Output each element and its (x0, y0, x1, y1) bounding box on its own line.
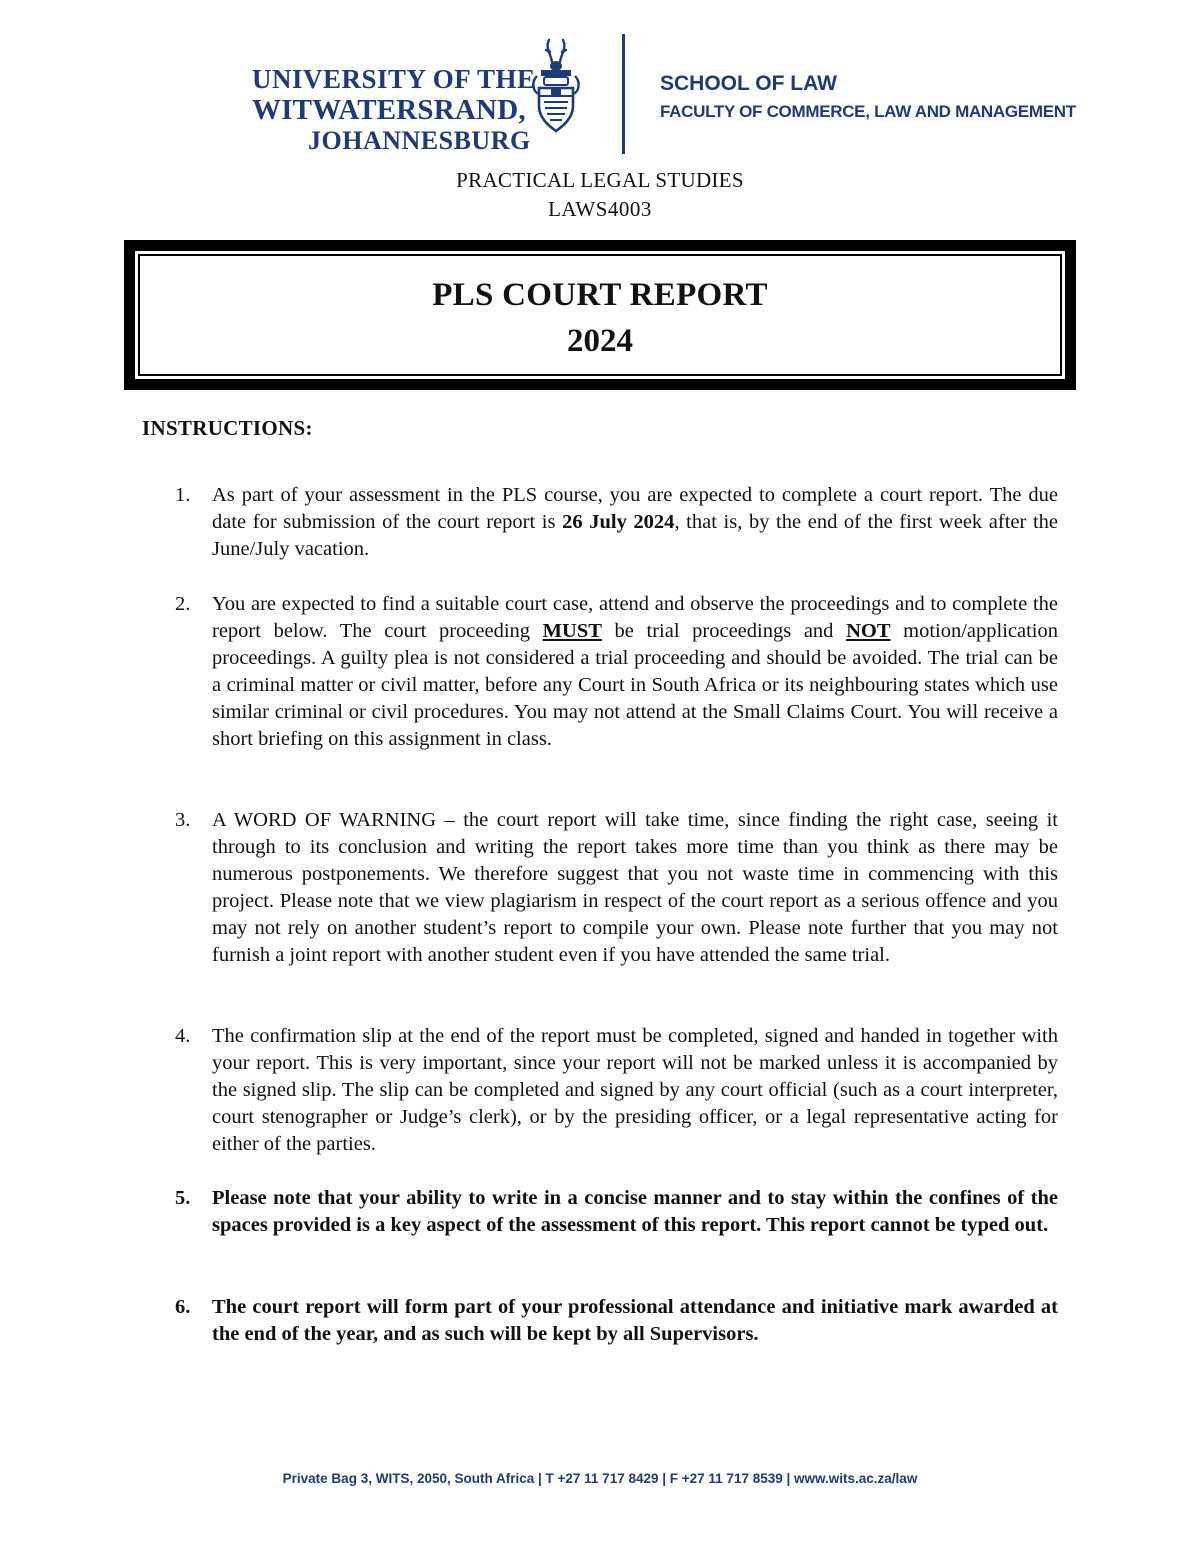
footer-contact: Private Bag 3, WITS, 2050, South Africa | T +27 11 717 8429 | F +27 11 717 8539 | www.wits.ac.za/law (282, 1471, 918, 1486)
instructions-heading: INSTRUCTIONS: (142, 416, 313, 440)
instruction-text: The court report will form part of your professional attendance and initiative mark awarded at the end of the year, and as such will be kept by all Supervisors. (212, 1296, 1058, 1345)
instruction-number: 6. (175, 1296, 191, 1318)
emphasis-must: MUST (542, 620, 602, 642)
university-name-line1: UNIVERSITY OF THE (252, 64, 536, 94)
university-crest-icon (527, 36, 585, 136)
instruction-number: 4. (175, 1025, 191, 1047)
university-name-line3: JOHANNESBURG (308, 126, 531, 155)
instruction-text: Please note that your ability to write in a concise manner and to stay within the confines of the spaces provided is a key aspect of the assessment of this report. This report cannot be typed out. (212, 1187, 1058, 1236)
instruction-text: As part of your assessment in the PLS course, you are expected to complete a court report. The due date for submission of the court report is 26 July 2024, that is, by the end of the first week after the June/July vacation. (212, 484, 1058, 560)
course-code: LAWS4003 (548, 197, 652, 221)
faculty-name: FACULTY OF COMMERCE, LAW AND MANAGEMENT (660, 102, 1076, 121)
instruction-text: A WORD OF WARNING – the court report will take time, since finding the right case, seeing it through to its conclusion and writing the report takes more time than you think as there may be numerous postponements. We therefore suggest that you not waste time in commencing with this project. Please note that we view plagiarism in respect of the court report as a serious offence and you may not rely on another student’s report to compile your own. Please note further that you may not furnish a joint report with another student even if you have attended the same trial. (212, 809, 1058, 966)
due-date: 26 July 2024 (562, 511, 675, 533)
instruction-number: 3. (175, 809, 191, 831)
report-year: 2024 (567, 323, 633, 359)
instruction-text: You are expected to find a suitable court case, attend and observe the proceedings and to complete the report below. The court proceeding MUST be trial proceedings and NOT motion/application proceedings. A guilty plea is not considered a trial proceeding and should be avoided. The trial can be a criminal matter or civil matter, before any Court in South Africa or its neighbouring states which use similar criminal or civil procedures. You may not attend at the Small Claims Court. You will receive a short briefing on this assignment in class. (212, 593, 1058, 750)
instruction-item-2 (142, 591, 1058, 753)
university-name-line2: WITWATERSRAND, (252, 94, 526, 126)
emphasis-not: NOT (846, 620, 891, 642)
instruction-number: 5. (175, 1187, 191, 1209)
report-title-box (124, 240, 1076, 390)
instruction-item-3 (142, 807, 1058, 969)
instruction-text: The confirmation slip at the end of the report must be completed, signed and handed in together with your report. This is very important, since your report will not be marked unless it is accompanied by the signed slip. The slip can be completed and signed by any court official (such as a court interpreter, court stenographer or Judge’s clerk), or by the presiding officer, or a legal representative acting for either of the parties. (212, 1025, 1058, 1155)
header-divider (622, 34, 625, 154)
instruction-number: 2. (175, 593, 191, 615)
instruction-number: 1. (175, 484, 191, 506)
instruction-item-1 (142, 482, 1058, 563)
university-name (252, 66, 536, 154)
school-name: SCHOOL OF LAW (660, 72, 837, 95)
instruction-item-6 (142, 1294, 1058, 1348)
course-title: PRACTICAL LEGAL STUDIES (456, 168, 744, 192)
report-title: PLS COURT REPORT (432, 277, 768, 313)
instruction-item-5 (142, 1185, 1058, 1239)
instruction-item-4 (142, 1023, 1058, 1158)
